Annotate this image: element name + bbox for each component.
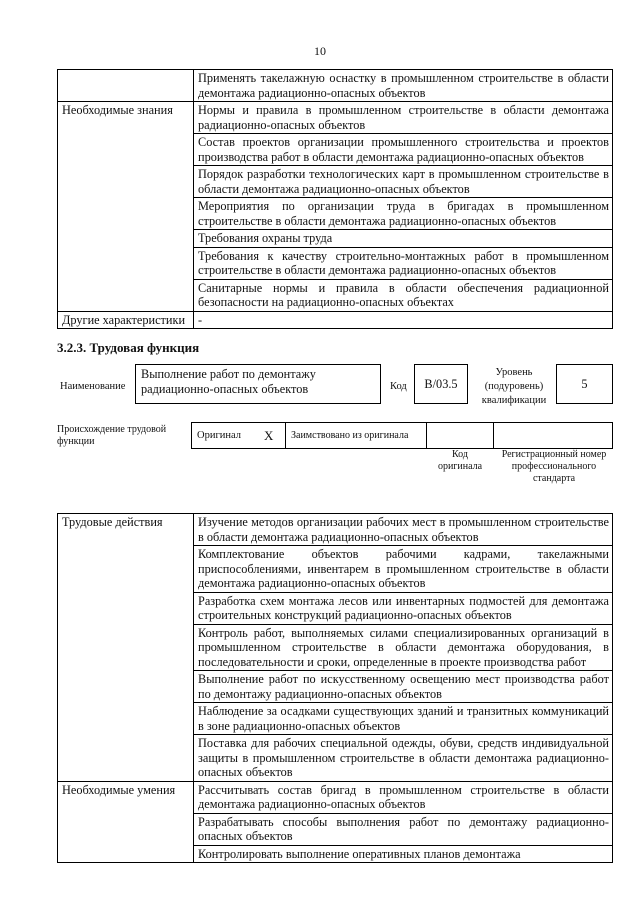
reg-number-label: Регистрационный номер профессионального стандарта xyxy=(501,449,607,484)
origin-borrowed: Заимствовано из оригинала xyxy=(291,430,409,441)
name-label: Наименование xyxy=(60,381,126,392)
code-original-label: Код оригинала xyxy=(437,449,483,472)
top-table-item: Требования охраны труда xyxy=(194,230,613,248)
bottom-table-item: Разрабатывать способы выполнения работ по демонтажу радиационно-опасных объектов xyxy=(194,813,613,845)
origin-label: Происхождение трудовой функции xyxy=(57,424,167,447)
top-table-item: Состав проектов организации промышленного строительства и проектов производства работ в области демонтажа радиационно-опасных объектов xyxy=(194,134,613,166)
bottom-table-item: Поставка для рабочих специальной одежды, обуви, средств индивидуальной защиты в промышленном строительстве в области демонтажа радиационно-опасных объектов xyxy=(194,735,613,782)
bottom-table-item: Изучение методов организации рабочих мест в промышленном строительстве в области демонтажа радиационно-опасных объектов xyxy=(194,514,613,546)
top-table-group-label xyxy=(58,70,194,102)
code-label: Код xyxy=(390,381,407,392)
top-table-item: Нормы и правила в промышленном строительстве в области демонтажа радиационно-опасных объектов xyxy=(194,102,613,134)
top-table-item: Требования к качеству строительно-монтажных работ в промышленном строительстве в области демонтажа радиационно-опасных объектов xyxy=(194,247,613,279)
level-label: Уровень (подуровень) квалификации xyxy=(481,367,547,406)
origin-mark: X xyxy=(264,428,274,443)
bottom-table-item: Рассчитывать состав бригад в промышленном строительстве в области демонтажа радиационно-опасных объектов xyxy=(194,781,613,813)
name-value: Выполнение работ по демонтажу радиационно-опасных объектов xyxy=(141,367,316,396)
bottom-table-item: Контролировать выполнение оперативных планов демонтажа xyxy=(194,845,613,863)
top-table-item: Санитарные нормы и правила в области обеспечения радиационной безопасности на радиационно-опасных объектах xyxy=(194,279,613,311)
bottom-table-item: Наблюдение за осадками существующих зданий и транзитных коммуникаций в зоне радиационно-опасных объектов xyxy=(194,703,613,735)
top-table-item: - xyxy=(194,311,613,329)
requirements-table-top xyxy=(57,69,613,329)
bottom-table-group-label: Необходимые умения xyxy=(58,781,194,863)
level-value: 5 xyxy=(581,377,588,391)
origin-original: Оригинал xyxy=(197,430,241,441)
origin-reg-box xyxy=(493,422,613,449)
bottom-table-item: Контроль работ, выполняемых силами специализированных организаций в промышленном строительстве в области демонтажа оборудования, в последовательности и сроки, определенные в проекте производства работ xyxy=(194,624,613,671)
page-number: 10 xyxy=(314,44,326,58)
bottom-table-item: Разработка схем монтажа лесов или инвентарных подмостей для демонтажа строительных конструкций радиационно-опасных объектов xyxy=(194,592,613,624)
section-title: 3.2.3. Трудовая функция xyxy=(57,340,200,355)
top-table-row xyxy=(58,70,613,102)
bottom-table-item: Комплектование объектов рабочими кадрами, такелажными приспособлениями, инвентарем в промышленном строительстве в области демонтажа радиационно-опасных объектов xyxy=(194,546,613,593)
requirements-table-bottom xyxy=(57,513,613,863)
bottom-table-item: Выполнение работ по искусственному освещению мест производства работ по демонтажу радиационно-опасных объектов xyxy=(194,671,613,703)
top-table-row xyxy=(58,102,613,134)
top-table-item: Применять такелажную оснастку в промышленном строительстве в области демонтажа радиационно-опасных объектов xyxy=(194,70,613,102)
code-value: В/03.5 xyxy=(424,377,458,391)
top-table-group-label: Другие характеристики xyxy=(58,311,194,329)
top-table-group-label: Необходимые знания xyxy=(58,102,194,312)
bottom-table-row xyxy=(58,514,613,546)
top-table-row xyxy=(58,311,613,329)
top-table-item: Мероприятия по организации труда в бригадах в промышленном строительстве в области демонтажа радиационно-опасных объектов xyxy=(194,198,613,230)
bottom-table-row xyxy=(58,781,613,813)
bottom-table-group-label: Трудовые действия xyxy=(58,514,194,782)
top-table-item: Порядок разработки технологических карт в промышленном строительстве в области демонтажа радиационно-опасных объектов xyxy=(194,166,613,198)
origin-code-box xyxy=(426,422,494,449)
